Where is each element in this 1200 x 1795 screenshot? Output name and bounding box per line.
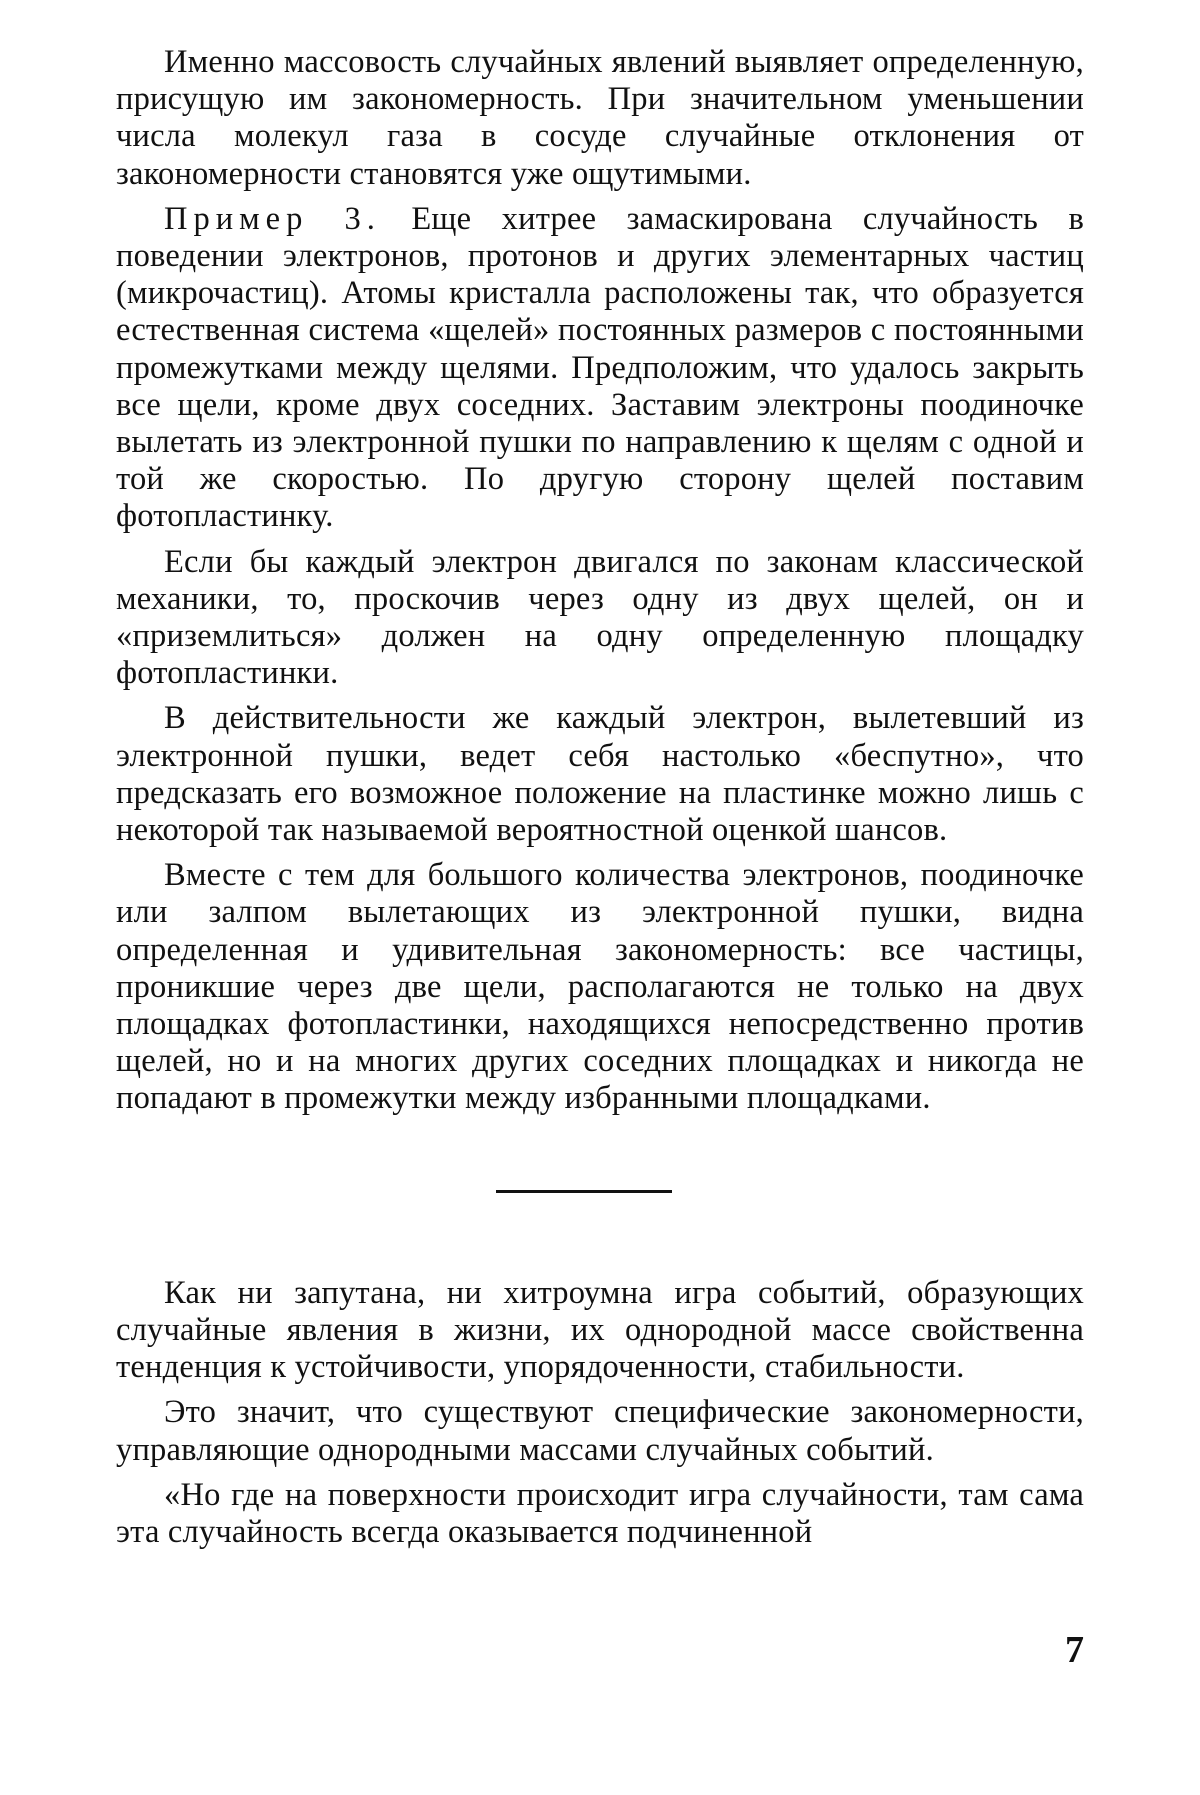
paragraph-example-3 (116, 201, 1084, 536)
paragraph-electron-pattern: Вместе с тем для большого количества электронов, поодиночке или залпом вылетающих из электронной пушки, видна определенная и удивительная закономерность: все частицы, проникшие через две щели, располагаются не только на двух площадках фотопластинки, находящихся непосредственно против щелей, но и на многих других соседних площадках и никогда не попадают в промежутки между избранными площадками. (116, 857, 1084, 1117)
page-number: 7 (1065, 1629, 1084, 1671)
paragraph-example-3-text: Еще хитрее замаскирована случайность в поведении электронов, протонов и других элементарных частиц (микрочастиц). Атомы кристалла расположены так, что образуется естественная система «щелей» постоянных размеров с постоянными промежутками между щелями. Предположим, что удалось закрыть все щели, кроме двух соседних. Заставим электроны поодиночке вылетать из электронной пушки по направлению к щелям с одной и той же скоростью. По другую сторону щелей поставим фотопластинку. (116, 200, 1084, 535)
example-label: Пример 3. (164, 200, 381, 237)
paragraph-specific-laws: Это значит, что существуют специфические закономерности, управляющие однородными массами случайных событий. (116, 1394, 1084, 1468)
section-divider (496, 1190, 672, 1193)
paragraph-probabilistic-estimate: В действительности же каждый электрон, вылетевший из электронной пушки, ведет себя настолько «беспутно», что предсказать его возможное положение на пластинке можно лишь с некоторой так называемой вероятностной оценкой шансов. (116, 700, 1084, 849)
paragraph-massovost: Именно массовость случайных явлений выявляет определенную, присущую им закономерность. При значительном уменьшении числа молекул газа в сосуде случайные отклонения от закономерности становятся уже ощутимыми. (116, 44, 1084, 192)
paragraph-classical-mechanics: Если бы каждый электрон двигался по законам классической механики, то, проскочив через одну из двух щелей, он и «приземлиться» должен на одну определенную площадку фотопластинки. (116, 543, 1084, 692)
book-page (116, 44, 1084, 1559)
paragraph-game-of-events: Как ни запутана, ни хитроумна игра событий, образующих случайные явления в жизни, их однородной массе свойственна тенденция к устойчивости, упорядоченности, стабильности. (116, 1274, 1084, 1386)
paragraph-quote-start: «Но где на поверхности происходит игра случайности, там сама эта случайность всегда оказывается подчиненной (116, 1476, 1084, 1550)
